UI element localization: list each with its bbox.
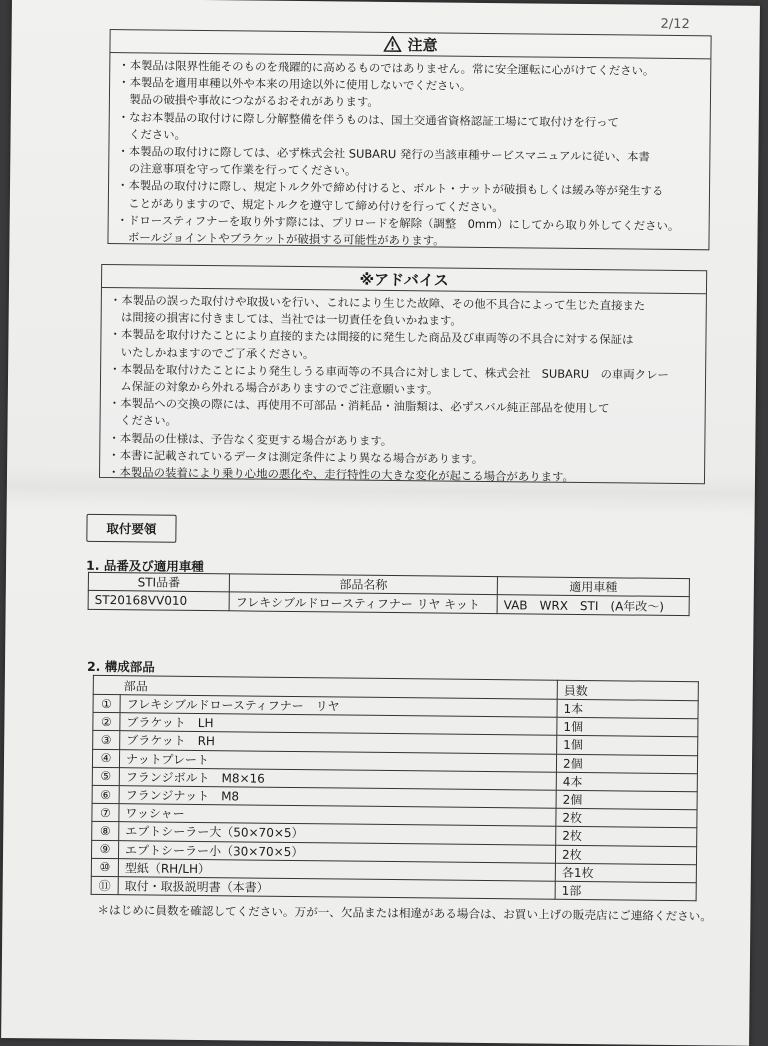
cell-part-name: フレキシブルドロースティフナー リヤ キット (229, 592, 497, 614)
caution-line: 製品の破損や事故につながるおそれがあります。 (117, 92, 379, 110)
caution-line: ボールジョイントやブラケットが破損する可能性があります。 (116, 230, 445, 248)
component-quantity: 1本 (557, 699, 698, 719)
advice-line: ・本製品の装着により乗り心地の悪化や、走行特性の大きな変化が起こる場合があります。 (107, 465, 574, 484)
caution-title: 注意 (407, 35, 438, 54)
caution-text (108, 53, 710, 257)
advice-line: いたしかねますのでご了承ください。 (109, 344, 315, 361)
caution-line: ・ドロースティフナーを取り外す際には、プリロードを解除（調整 0mm）にしてから取り外してください。 (116, 212, 680, 233)
cell-part-number: ST20168VV010 (88, 590, 229, 610)
installation-procedure-heading: 取付要領 (86, 514, 176, 543)
component-name: フレキシブルドロースティフナー リヤ (120, 695, 557, 718)
component-quantity: 2枚 (556, 827, 697, 847)
caution-line: ・本製品の取付けに際し、規定トルク外で締め付けると、ボルト・ナットが破損もしくは緩み等が発生する (116, 178, 664, 199)
advice-line: ・本製品への交換の際には、再使用不可部品・消耗品・油脂類は、必ずスバル純正部品を使用して (108, 396, 610, 416)
component-number: ⑨ (91, 840, 118, 858)
component-number: ③ (93, 731, 120, 749)
advice-line: ・本製品の誤った取付けや取扱いを行い、これにより生じた故障、その他不具合によって生じた直接また (109, 293, 646, 313)
caution-line: ください。 (117, 126, 187, 142)
caution-line: ことがありますので、規定トルクを遵守して締め付けを行ってください。 (116, 195, 504, 214)
caution-line: ・本製品を適用車種以外や本来の用途以外に使用しないでください。 (118, 75, 472, 94)
component-quantity: 1個 (557, 717, 698, 737)
advice-title: ※アドバイス (359, 270, 449, 290)
caution-line: ・本製品は限界性能そのものを飛躍的に高めるものではありません。常に安全運転に心がけてください。 (118, 58, 655, 78)
component-quantity: 4本 (556, 772, 697, 792)
component-quantity: 1部 (555, 881, 696, 901)
component-name: フランジボルト M8×16 (119, 767, 556, 790)
header-part: 部品 (93, 675, 557, 699)
component-number: ⑪ (91, 876, 118, 894)
component-name: ブラケット RH (120, 731, 557, 754)
page-number: 2/12 (660, 16, 690, 33)
component-number: ④ (92, 749, 119, 767)
component-name: フランジナット M8 (119, 786, 556, 809)
advice-line: ム保証の対象から外れる場合がありますのでご注意願います。 (108, 379, 439, 397)
part-number-table (88, 572, 690, 616)
component-number: ⑤ (92, 767, 119, 785)
advice-line: ・本書に記載されているデータは測定条件により異なる場合があります。 (108, 447, 484, 466)
caution-line: ・なお本製品の取付けに際し分解整備を伴うものは、国土交通省資格認証工場にて取付けを行って (117, 109, 620, 129)
components-table (91, 675, 699, 901)
instruction-sheet (1, 0, 760, 1046)
advice-box (99, 264, 707, 484)
advice-line: は間接の損害に付きましては、当社では一切責任を負いかねます。 (109, 310, 462, 328)
component-number: ⑥ (92, 785, 119, 803)
caution-line: ・本製品の取付けに際しては、必ず株式会社 SUBARU 発行の当該車種サービスマニュアルに従い、本書 (117, 144, 650, 164)
component-number: ⑧ (92, 822, 119, 840)
component-quantity: 2個 (556, 790, 697, 810)
component-quantity: 1個 (557, 736, 698, 756)
advice-line: ・本製品を取付けたことにより直接的または間接的に発生した商品及び車両等の不具合に対する保証は (109, 327, 634, 347)
component-name: 型紙（RH/LH） (118, 858, 555, 881)
component-name: エプトシーラー小（30×70×5） (118, 840, 555, 863)
advice-line: ください。 (108, 413, 178, 429)
component-number: ⑩ (91, 858, 118, 876)
caution-line: の注意事項を守って作業を行ってください。 (117, 161, 357, 178)
component-name: ワッシャー (119, 804, 556, 827)
component-quantity: 各1枚 (555, 863, 696, 883)
header-sti-part-number: STI品番 (88, 572, 229, 591)
advice-line: ・本製品を取付けたことにより発生しうる車両等の不具合に対しまして、株式会社 SUBARU の車両クレー (109, 361, 669, 382)
component-name: エプトシーラー大（50×70×5） (119, 822, 556, 845)
warning-icon (383, 36, 401, 52)
caution-box (107, 29, 711, 250)
advice-text (100, 288, 706, 492)
component-number: ⑦ (92, 804, 119, 822)
footnote: ＊はじめに員数を確認してください。万が一、欠品または相違がある場合は、お買い上げの販売店にご連絡ください。 (97, 902, 712, 924)
component-quantity: 2個 (556, 754, 697, 774)
components-section-title: 2. 構成部品 (86, 658, 155, 675)
cell-applicable-vehicle: VAB WRX STI (A年改～) (497, 595, 689, 616)
component-quantity: 2枚 (556, 808, 697, 828)
component-name: ナットプレート (119, 749, 556, 772)
component-name: 取付・取扱説明書（本書） (118, 877, 555, 900)
header-applicable-vehicle: 適用車種 (497, 577, 689, 597)
header-quantity: 員数 (557, 680, 698, 700)
advice-line: ・本製品の仕様は、予告なく変更する場合があります。 (108, 430, 393, 448)
component-number: ① (93, 694, 120, 712)
component-number: ② (93, 713, 120, 731)
part-number-section-title: 1. 品番及び適用車種 (85, 557, 204, 575)
component-name: ブラケット LH (120, 713, 557, 736)
component-quantity: 2枚 (555, 845, 696, 865)
header-part-name: 部品名称 (229, 574, 497, 595)
